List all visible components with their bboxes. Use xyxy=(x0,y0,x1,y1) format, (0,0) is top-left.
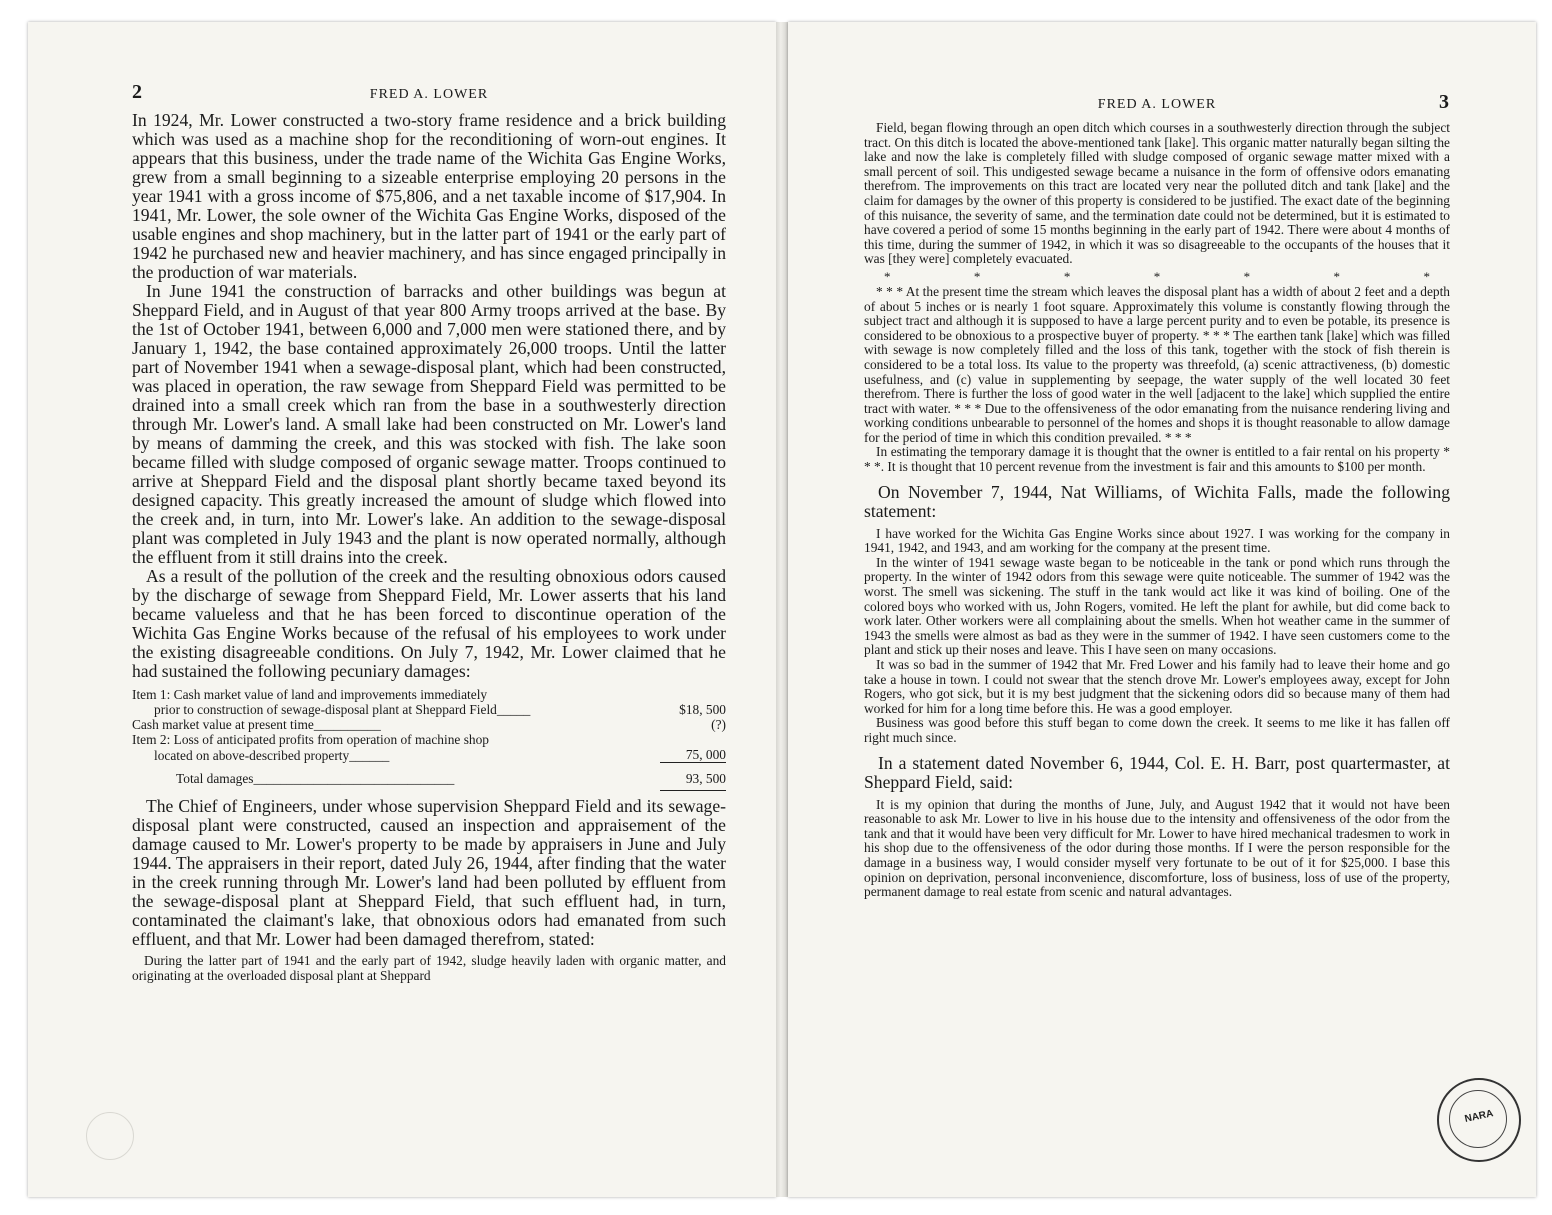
quotation: During the latter part of 1941 and the early part of 1942, sludge heavily laden with organic matter, and originating at the overloaded disposal plant at Sheppard xyxy=(132,953,726,983)
paragraph: In June 1941 the construction of barracks and other buildings was begun at Sheppard Field, and in August of that year 800 Army troops arrived at the base. By the 1st of October 1941, between 6,000 and 7,000 men were stationed there, and by January 1, 1942, the base contained approximately 26,000 troops. Until the latter part of November 1941 when a sewage-disposal plant, which had been constructed, was placed in operation, the raw sewage from Sheppard Field was permitted to be drained into a small creek which ran from the base in a southwesterly direction through Mr. Lower's land. A small lake had been constructed on Mr. Lower's land by means of damming the creek, and this was stocked with fish. The lake soon became filled with sludge composed of organic sewage matter. Troops continued to arrive at Sheppard Field and the disposal plant shortly became taxed beyond its designed capacity. This greatly increased the amount of sludge which flowed into the creek and, in turn, into Mr. Lower's lake. An addition to the sewage-disposal plant was completed in July 1943 and the plant is now operated normally, although the effluent from it still drains into the creek. xyxy=(132,281,726,567)
statement: I have worked for the Wichita Gas Engine Works since about 1927. I was working for the company in 1941, 1942, and 1943, and am working for the company at the present time. xyxy=(864,525,1450,556)
table-cell-amount: (?) xyxy=(711,717,726,732)
statement: In the winter of 1941 sewage waste began to be noticeable in the tank or pond which runs through the property. In the winter of 1942 odors from this sewage were quite noticeable. The summer of 1942 was the worst. The smell was sickening. The stuff in the tank would act like it was kind of boiling. One of the colored boys who worked with us, John Rogers, vomited. He left the plant for awhile, but did come back to work later. Other workers were all complaining about the smells. When hot weather came in the summer of 1943 the smells were almost as bad as they were in the summer of 1942. I have seen customers come to the plant and stick up their noses and leave. This I have seen on many occasions. xyxy=(864,554,1450,658)
table-cell-amount: 75, 000 xyxy=(685,747,726,762)
table-row xyxy=(132,747,726,763)
stamp-text: NARA xyxy=(1463,1108,1495,1125)
ellipsis-stars: * * * * * * * xyxy=(884,268,1430,284)
damages-table xyxy=(132,687,726,786)
table-cell: located on above-described property______ xyxy=(154,747,390,763)
table-row xyxy=(132,687,726,702)
table-row xyxy=(132,702,726,717)
divider xyxy=(660,790,726,791)
archive-stamp xyxy=(1437,1078,1521,1162)
statement: It is my opinion that during the months of June, July, and August 1942 that it would not have been reasonable to ask Mr. Lower to live in his house due to the intensity and offensiveness of the odor from the tank and that it would have been very difficult for Mr. Lower to have hired mechanical tradesmen to work in his shop due to the offensiveness of the odor during those months. If I were the person responsible for the damage in a business way, I would consider myself very fortunate to be out of it for $25,000. I base this opinion on deprivation, personal inconvenience, discomforture, loss of business, loss of use of the property, permanent damage to real estate from scenic and natural advantages. xyxy=(864,796,1450,900)
right-page-header xyxy=(864,91,1450,121)
paragraph: In 1924, Mr. Lower constructed a two-story frame residence and a brick building which was used as a machine shop for the reconditioning of worn-out engines. It appears that this business, under the trade name of the Wichita Gas Engine Works, grew from a small beginning to a sizeable enterprise employing 20 persons in the year 1941 with a gross income of $75,806, and a net taxable income of $17,904. In 1941, Mr. Lower, the sole owner of the Wichita Gas Engine Works, disposed of the usable engines and shop machinery, but in the latter part of 1941 or the early part of 1942 he purchased new and heavier machinery, and has since engaged principally in the production of war materials. xyxy=(132,110,726,282)
left-page-header xyxy=(132,81,726,111)
paragraph: As a result of the pollution of the creek and the resulting obnoxious odors caused by the discharge of sewage from Sheppard Field, Mr. Lower asserts that his land became valueless and that he has been forced to discontinue operation of the Wichita Gas Engine Works because of the refusal of his employees to work under the existing disagreeable conditions. On July 7, 1942, Mr. Lower claimed that he had sustained the following pecuniary damages: xyxy=(132,566,726,681)
paragraph: In a statement dated November 6, 1944, Col. E. H. Barr, post quartermaster, at Sheppard Field, said: xyxy=(864,752,1450,792)
paragraph: On November 7, 1944, Nat Williams, of Wichita Falls, made the following statement: xyxy=(864,481,1450,521)
table-row xyxy=(132,732,726,747)
left-page-content xyxy=(132,81,726,983)
table-cell: Cash market value at present time__________ xyxy=(132,717,381,732)
book-gutter xyxy=(776,22,788,1197)
quotation: Field, began flowing through an open ditch which courses in a southwesterly direction through the subject tract. On this ditch is located the above-mentioned tank [lake]. This organic matter naturally began silting the lake and now the lake is completely filled with sludge composed of organic sewage matter mixed with a small percent of soil. This undigested sewage became a nuisance in the form of offensive odors emanating therefrom. The improvements on this tract are located very near the polluted ditch and tank [lake] and the claim for damages by the owner of this property is considered to be justified. The exact date of the beginning of this nuisance, the severity of same, and the termination date could not be determined, but it is estimated to have covered a period of some 15 months beginning in the early part of 1942. There were about 4 months of this time, during the summer of 1942, in which it was so disagreeable to the occupants of the houses that it was [they were] completely evacuated. xyxy=(864,120,1450,267)
total-label: Total damages______________________________ xyxy=(176,771,455,786)
table-row xyxy=(132,763,726,787)
faded-stamp-mark xyxy=(86,1112,134,1160)
total-amount: 93, 500 xyxy=(660,763,726,787)
running-head: FRED A. LOWER xyxy=(1097,97,1217,112)
table-cell-amount: $18, 500 xyxy=(679,702,726,717)
quotation: In estimating the temporary damage it is thought that the owner is entitled to a fair rental on his property * * *. It is thought that 10 percent revenue from the investment is fair and this amounts to $100 per month. xyxy=(864,444,1450,475)
table-row xyxy=(132,717,726,732)
statement: Business was good before this stuff began to come down the creek. It seems to me like it has fallen off right much since. xyxy=(864,715,1450,745)
right-page xyxy=(788,22,1536,1197)
running-head: FRED A. LOWER xyxy=(369,87,489,102)
table-cell: Item 2: Loss of anticipated profits from operation of machine shop xyxy=(132,732,489,747)
quotation: * * * At the present time the stream which leaves the disposal plant has a width of about 2 feet and a depth of about 5 inches or is nearly 1 foot square. Approximately this volume is constantly flowing through the subject tract and although it is supposed to have a large percent purity and to even be potable, its presence is considered to be obnoxious to a prospective buyer of property. * * * The earthen tank [lake] which was filled with sewage is now completely filled and the loss of this tank, together with the stock of fish therein is considered to be a total loss. Its value to the property was threefold, (a) scenic attractiveness, (b) domestic usefulness, and (c) value in supplementing by seepage, the water supply of the well located 30 feet therefrom. There is further the loss of good water in the well [adjacent to the lake] which supplied the entire tract with water. * * * Due to the offensiveness of the odor emanating from the nuisance rendering living and working conditions unbearable to personnel of the homes and shops it is thought reasonable to allow damage for the period of time in which this condition prevailed. * * * xyxy=(864,283,1450,445)
table-cell: prior to construction of sewage-disposal plant at Sheppard Field_____ xyxy=(154,702,531,717)
left-page xyxy=(28,22,776,1197)
page-number: 3 xyxy=(1439,91,1450,113)
page-number: 2 xyxy=(132,81,143,103)
statement: It was so bad in the summer of 1942 that Mr. Fred Lower and his family had to leave their home and go take a house in town. I could not swear that the stench drove Mr. Lower's employees away, except for John Rogers, who got sick, but it is my best judgment that the sickening odors did so because many of them had worked for him for a long time before this. He was a good employer. xyxy=(864,657,1450,716)
table-cell: Item 1: Cash market value of land and improvements immediately xyxy=(132,687,488,702)
right-page-content xyxy=(864,91,1450,900)
paragraph: The Chief of Engineers, under whose supervision Sheppard Field and its sewage-disposal plant were constructed, caused an inspection and appraisement of the damage caused to Mr. Lower's property to be made by appraisers in June and July 1944. The appraisers in their report, dated July 26, 1944, after finding that the water in the creek running through Mr. Lower's land had been polluted by effluent from the sewage-disposal plant at Sheppard Field, that such effluent had, in turn, contaminated the claimant's lake, that obnoxious odors had emanated from such effluent, and that Mr. Lower had been damaged therefrom, stated: xyxy=(132,796,726,949)
